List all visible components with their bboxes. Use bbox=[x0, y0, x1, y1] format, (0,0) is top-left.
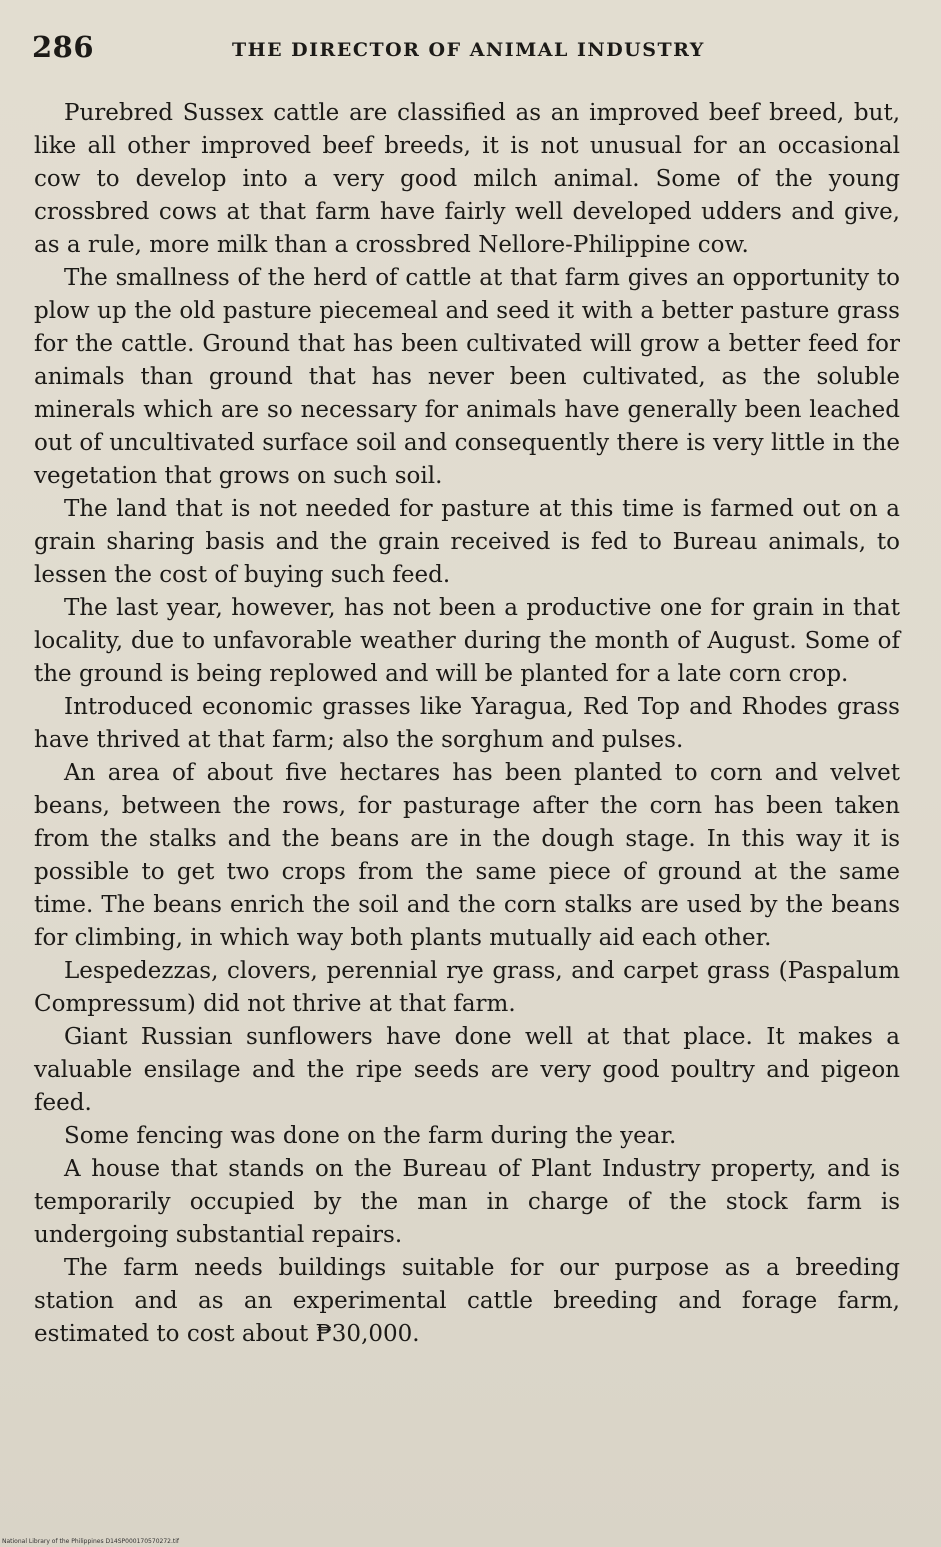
paragraph: The smallness of the herd of cattle at that farm gives an opportunity to plow up the old pasture piecemeal and seed it with a better pasture grass for the cattle. Ground that has been cultivated will grow a better feed for animals than ground that has never been cultivated, as the soluble minerals which are so necessary for animals have generally been leached out of uncultivated surface soil and consequently there is very little in the vegetation that grows on such soil. bbox=[34, 265, 900, 489]
paragraph: The farm needs buildings suitable for our purpose as a breeding station and as an experimental cattle breeding and forage farm, estimated to cost about ₱30,000. bbox=[34, 1255, 900, 1347]
page-header bbox=[32, 30, 909, 70]
paragraph: A house that stands on the Bureau of Plant Industry property, and is temporarily occupied by the man in charge of the stock farm is undergoing substantial repairs. bbox=[34, 1156, 900, 1248]
paragraph: The last year, however, has not been a productive one for grain in that locality, due to unfavorable weather during the month of August. Some of the ground is being replowed and will be planted for a late corn crop. bbox=[34, 595, 900, 687]
paragraph: Introduced economic grasses like Yaragua, Red Top and Rhodes grass have thrived at that farm; also the sorghum and pulses. bbox=[34, 694, 900, 753]
scan-footer-note: National Library of the Philippines D14SP000170570272.tif bbox=[2, 1538, 180, 1545]
paragraph: The land that is not needed for pasture at this time is farmed out on a grain sharing basis and the grain received is fed to Bureau animals, to lessen the cost of buying such feed. bbox=[34, 496, 900, 588]
running-head: THE DIRECTOR OF ANIMAL INDUSTRY bbox=[232, 39, 705, 61]
paragraph: Lespedezzas, clovers, perennial rye grass, and carpet grass (Paspalum Compressum) did not thrive at that farm. bbox=[34, 958, 900, 1017]
paragraph: Purebred Sussex cattle are classified as an improved beef breed, but, like all other improved beef breeds, it is not unusual for an occasional cow to develop into a very good milch animal. Some of the young crossbred cows at that farm have fairly well developed udders and give, as a rule, more milk than a crossbred Nellore-Philippine cow. bbox=[34, 100, 900, 258]
page-number: 286 bbox=[32, 30, 95, 64]
body-text bbox=[34, 97, 900, 1351]
paragraph: Some fencing was done on the farm during the year. bbox=[64, 1123, 677, 1149]
paragraph: An area of about five hectares has been planted to corn and velvet beans, between the rows, for pasturage after the corn has been taken from the stalks and the beans are in the dough stage. In this way it is possible to get two crops from the same piece of ground at the same time. The beans enrich the soil and the corn stalks are used by the beans for climbing, in which way both plants mutually aid each other. bbox=[34, 760, 900, 951]
paragraph: Giant Russian sunflowers have done well at that place. It makes a valuable ensilage and the ripe seeds are very good poultry and pigeon feed. bbox=[34, 1024, 900, 1116]
